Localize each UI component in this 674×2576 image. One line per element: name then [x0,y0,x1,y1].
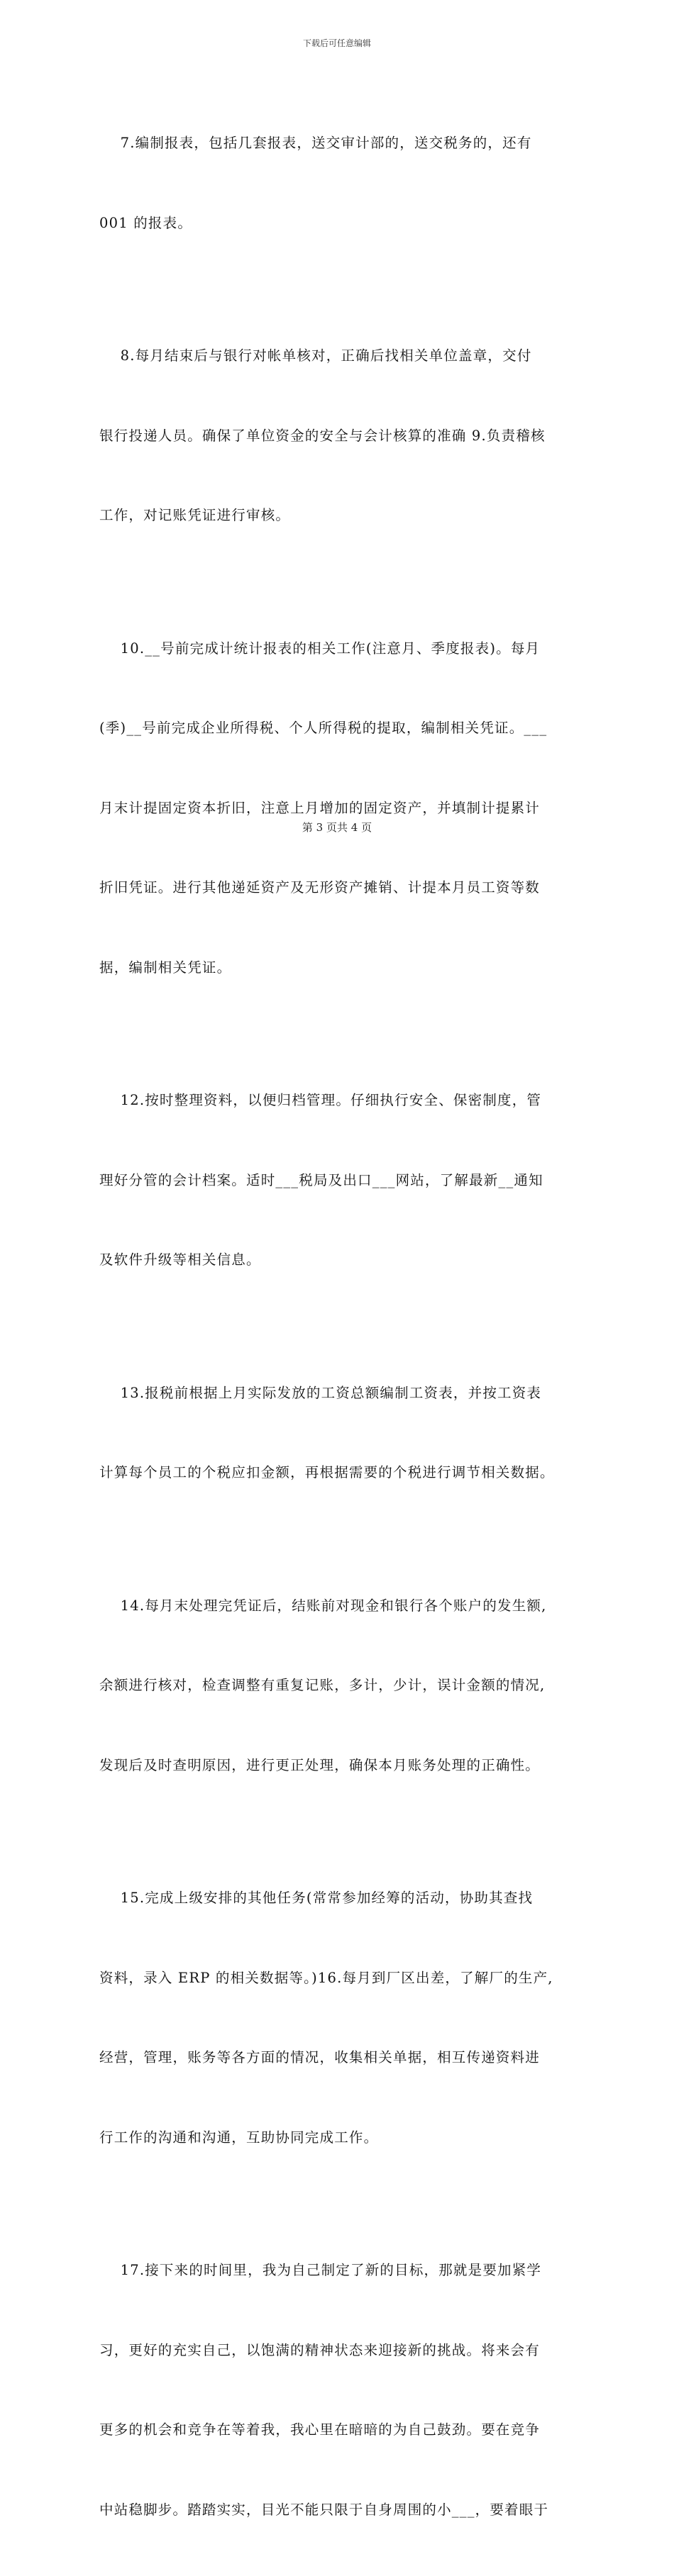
paragraph-8 [99,289,576,582]
text-line: 中站稳脚步。踏踏实实，目光不能只限于自身周围的小___，要着眼于 [99,2501,549,2518]
text-line: 及软件升级等相关信息。 [99,1251,261,1268]
text-line: 习，更好的充实自己，以饱满的精神状态来迎接新的挑战。将来会有 [99,2341,541,2358]
text-line: 理好分管的会计档案。适时___税局及出口___网站，了解最新__通知 [99,1171,543,1188]
text-line: 10.__号前完成计统计报表的相关工作(注意月、季度报表)。每月 [99,640,541,657]
paragraph-12 [99,1034,576,1327]
paragraph-17 [99,2204,576,2576]
text-line: 银行投递人员。确保了单位资金的安全与会计核算的准确 9.负责稽核 [99,427,546,444]
text-line: 13.报税前根据上月实际发放的工资总额编制工资表，并按工资表 [99,1384,542,1401]
text-line: 工作，对记账凭证进行审核。 [99,507,291,523]
text-line: 据，编制相关凭证。 [99,959,232,976]
paragraph-14 [99,1539,576,1832]
paragraph-15 [99,1831,576,2204]
page-header: 下载后可任意编辑 [302,38,371,48]
text-line: 发现后及时查明原因，进行更正处理，确保本月账务处理的正确性。 [99,1756,541,1773]
text-line: 001 的报表。 [99,214,193,231]
text-line: (季)__号前完成企业所得税、个人所得税的提取，编制相关凭证。___ [99,720,548,736]
text-line: 资料，录入 ERP 的相关数据等。)16.每月到厂区出差，了解厂的生产, [99,1969,553,1986]
text-line: 14.每月末处理完凭证后，结账前对现金和银行各个账户的发生额, [99,1597,547,1614]
document-body [99,77,576,2576]
text-line: 更多的机会和竞争在等着我，我心里在暗暗的为自己鼓劲。要在竞争 [99,2421,541,2438]
text-line: 17.接下来的时间里，我为自己制定了新的目标，那就是要加紧学 [99,2262,542,2278]
paragraph-10 [99,582,576,1035]
text-line: 8.每月结束后与银行对帐单核对，正确后找相关单位盖章，交付 [99,347,532,364]
text-line: 行工作的沟通和沟通，互助协同完成工作。 [99,2129,379,2146]
text-line: 12.按时整理资料，以便归档管理。仔细执行安全、保密制度，管 [99,1092,542,1108]
text-line: 余额进行核对，检查调整有重复记账，多计，少计，误计金额的情况, [99,1677,546,1693]
text-line: 经营，管理，账务等各方面的情况，收集相关单据，相互传递资料进 [99,2049,541,2065]
text-line: 7.编制报表，包括几套报表，送交审计部的，送交税务的，还有 [99,135,532,151]
page-number: 第 3 页共 4 页 [302,821,372,834]
text-line: 15.完成上级安排的其他任务(常常参加经筹的活动，协助其查找 [99,1890,534,1906]
paragraph-13 [99,1327,576,1539]
text-line: 计算每个员工的个税应扣金额，再根据需要的个税进行调节相关数据。 [99,1464,555,1481]
text-line: 折旧凭证。进行其他递延资产及无形资产摊销、计提本月员工资等数 [99,879,541,896]
paragraph-7 [99,77,576,289]
text-line: 月末计提固定资本折旧，注意上月增加的固定资产，并填制计提累计 [99,799,541,816]
